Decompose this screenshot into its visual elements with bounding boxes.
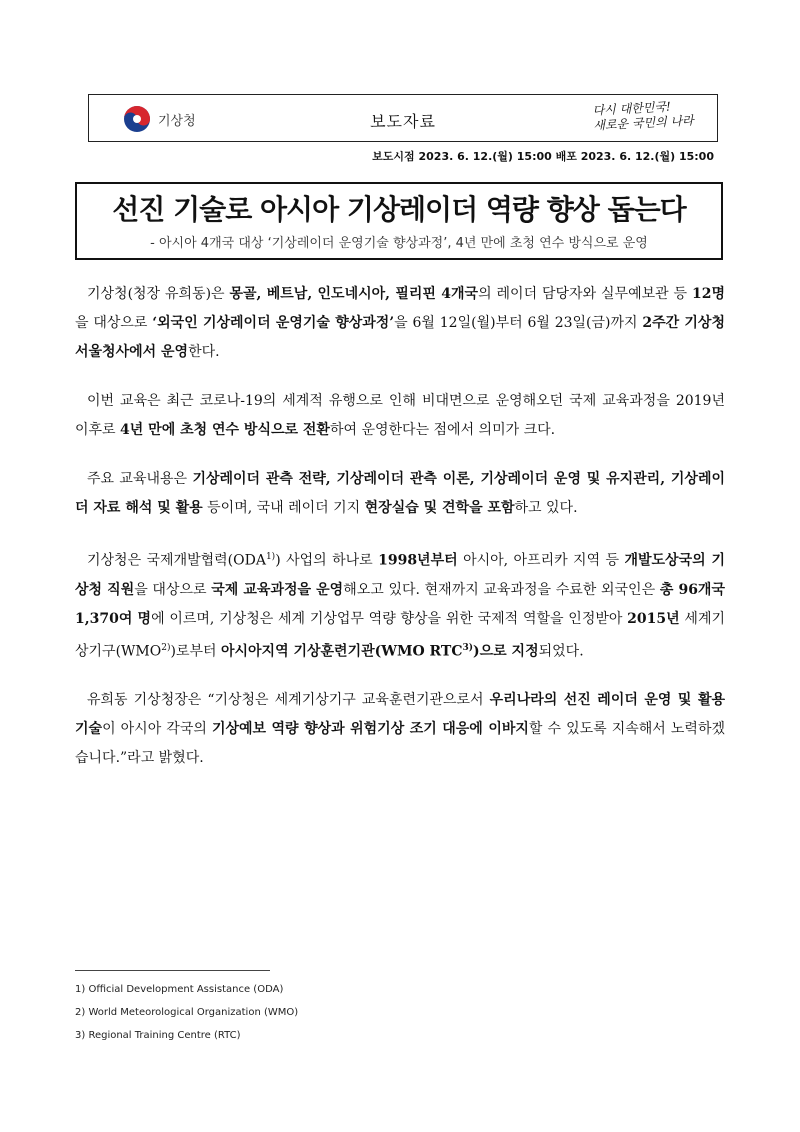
text-run: 주요 교육내용은 [87,471,193,487]
bold-text: ‘외국인 기상레이더 운영기술 향상과정’ [152,315,395,331]
footnotes [75,978,298,1047]
slogan [592,98,694,133]
bold-text: 총 96개국 1,370여 명 [75,581,725,627]
text-run: 을 대상으로 [134,581,212,598]
bold-text: )으로 지정 [473,643,539,660]
article-body [75,280,725,793]
title-box [75,182,723,260]
bold-text: 개발도상국의 기상청 직원 [75,552,725,598]
text-run: 하고 있다. [514,500,578,516]
footnote-divider [75,970,270,971]
footnote-ref: 1) [265,552,276,562]
bold-text: 1998년부터 [378,552,458,569]
footnote-ref: 2) [161,642,171,653]
bold-text: 2주간 기상청 서울청사에서 운영 [75,315,725,360]
bold-text: 현장실습 및 견학을 포함 [364,500,515,516]
text-run: 기상청은 국제개발협력(ODA [87,552,266,569]
header-box [88,94,718,142]
slogan-line-1: 다시 대한민국! [591,99,671,118]
paragraph [75,387,725,445]
paragraph [75,686,725,773]
text-run: 의 레이더 담당자와 실무예보관 등 [478,286,692,302]
footnote-ref: 3) [462,642,474,653]
text-run: 이 아시아 각국의 [102,721,212,738]
press-release-title: 보도자료 [370,112,436,131]
bold-text: 2015년 [627,610,680,627]
text-run: 등이며, 국내 레이더 기지 [202,500,365,516]
paragraph [75,280,725,367]
footnote-item: 3) Regional Training Centre (RTC) [75,1030,241,1041]
text-run: 해오고 있다. 현재까지 교육과정을 수료한 외국인은 [343,581,660,598]
release-time: 보도시점 2023. 6. 12.(월) 15:00 배포 2023. 6. 12.(월) 15:00 [372,150,714,163]
headline: 선진 기술로 아시아 기상레이더 역량 향상 돕는다 [112,193,686,226]
text-run: 이번 교육은 최근 코로나-19의 세계적 유행으로 인해 비대면으로 운영해오던 국제 교육과정을 2019년 이후로 [75,393,725,438]
text-run: 을 대상으로 [75,315,153,331]
slogan-line-2: 새로운 국민의 나라 [592,113,694,133]
bold-text: 기상레이더 관측 전략, 기상레이더 관측 이론, 기상레이더 운영 및 유지관리, 기상레이더 자료 해석 및 활용 [75,471,725,516]
logo-text: 기상청 [158,113,196,129]
text-run: 할 수 있도록 지속해서 노력하겠습니다.”라고 밝혔다. [75,721,725,767]
bold-text: 우리나라의 선진 레이더 운영 및 활용 기술 [75,692,725,738]
text-run: 되었다. [538,643,584,660]
text-run: 유희동 기상청장은 “기상청은 세계기상기구 교육훈련기관으로서 [87,692,490,709]
footnote-item: 2) World Meteorological Organization (WMO) [75,1007,299,1018]
text-run: 한다. [188,344,220,360]
bold-text: 국제 교육과정을 운영 [211,581,344,598]
text-run: 을 6월 12일(월)부터 6월 23일(금)까지 [394,315,643,331]
bold-text: 몽골, 베트남, 인도네시아, 필리핀 4개국 [229,286,479,302]
paragraph [75,543,725,666]
bold-text: 아시아지역 기상훈련기관(WMO RTC [220,643,463,660]
text-run: 기상청(청장 유희동)은 [87,286,230,302]
subheadline: - 아시아 4개국 대상 ‘기상레이더 운영기술 향상과정’, 4년 만에 초청 연수 방식으로 운영 [150,236,648,251]
bold-text: 12명 [692,286,726,302]
bold-text: 4년 만에 초청 연수 방식으로 전환 [120,422,330,438]
text-run: ) 사업의 하나로 [275,552,379,569]
text-run: 에 이르며, 기상청은 세계 기상업무 역량 향상을 위한 국제적 역할을 인정받아 [151,610,628,627]
text-run: 하여 운영한다는 점에서 의미가 크다. [329,422,556,438]
footnote-item: 1) Official Development Assistance (ODA) [75,984,284,995]
paragraph [75,465,725,523]
text-run: 아시아, 아프리카 지역 등 [457,552,625,569]
text-run: 세계기상기구(WMO [75,610,725,660]
bold-text: 기상예보 역량 향상과 위험기상 조기 대응에 이바지 [211,721,529,738]
text-run: )로부터 [170,643,221,660]
